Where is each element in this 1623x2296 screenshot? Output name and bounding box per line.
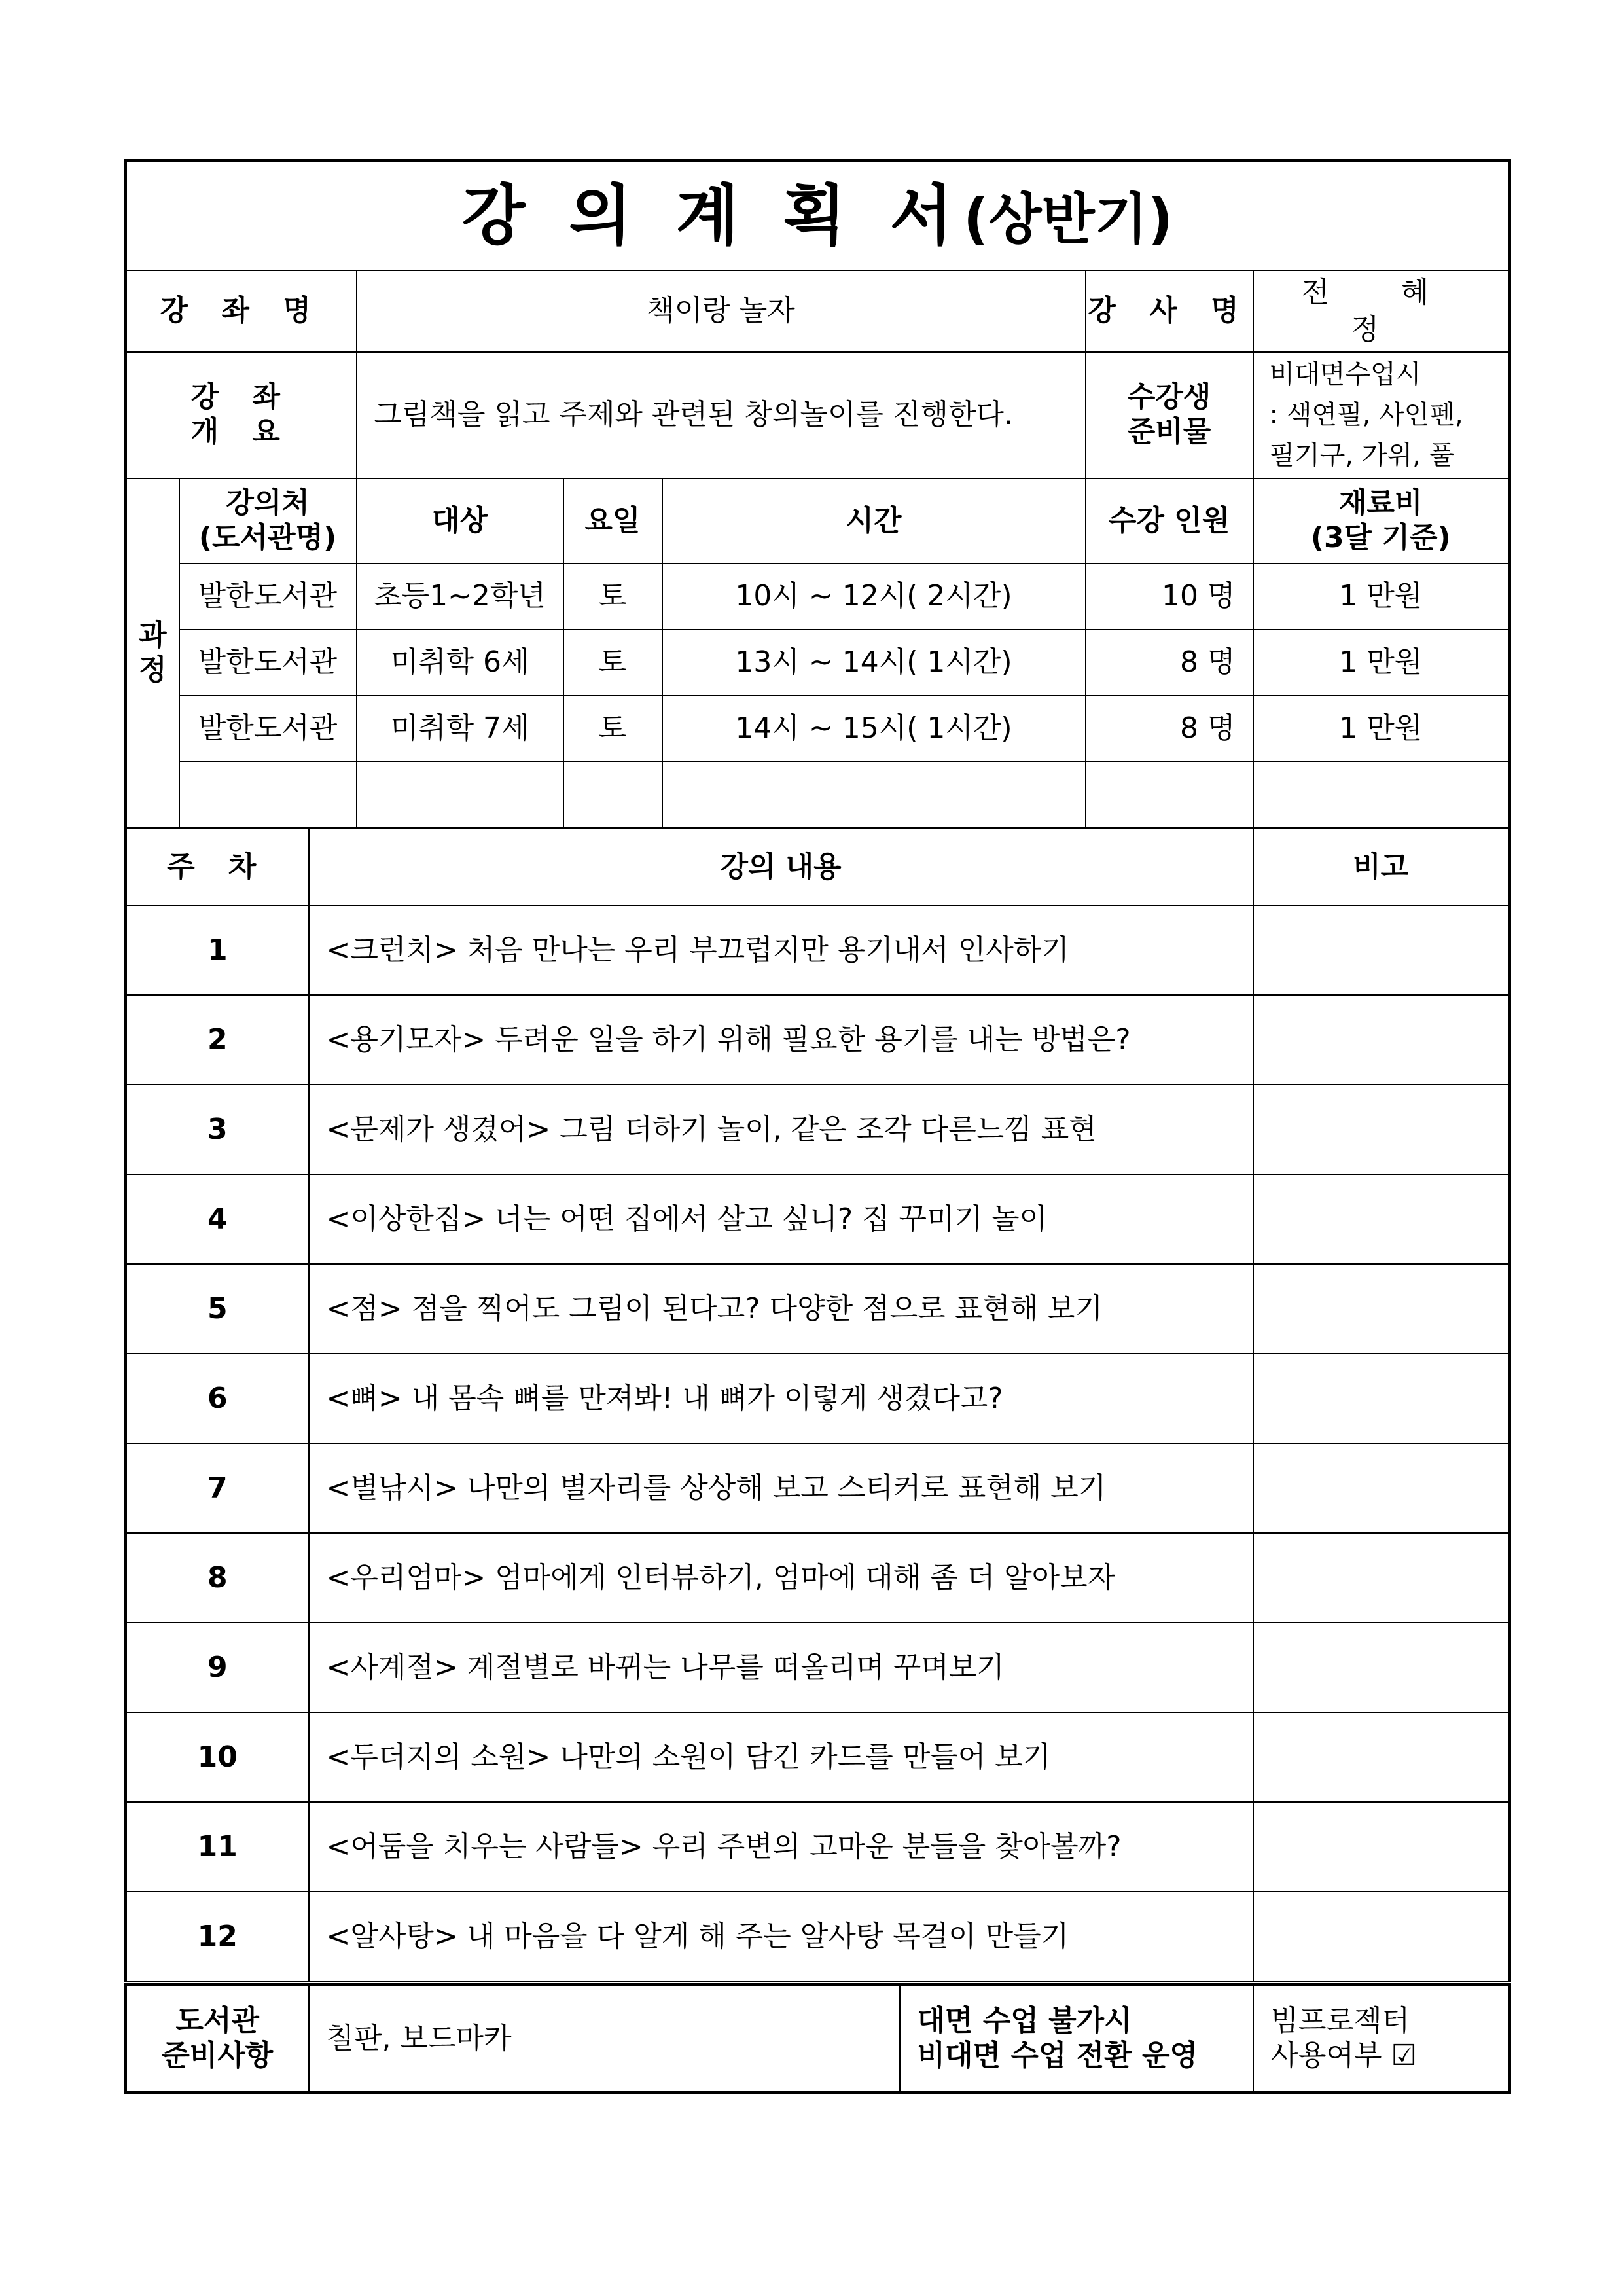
overview-value: 그림책을 읽고 주제와 관련된 창의놀이를 진행한다.: [357, 352, 1086, 478]
course-name-value: 책이랑 놀자: [357, 270, 1086, 352]
week-content: <어둠을 치우는 사람들> 우리 주변의 고마운 분들을 찾아볼까?: [309, 1802, 1253, 1892]
week-note: [1253, 905, 1510, 995]
venue-header: 강의처 (도서관명): [179, 478, 357, 564]
week-number: 12: [126, 1892, 309, 1981]
week-number: 9: [126, 1623, 309, 1712]
target-cell: 미취학 7세: [357, 696, 563, 762]
week-note: [1253, 1533, 1510, 1623]
library-prep-label: 도서관 준비사항: [126, 1985, 309, 2093]
fee-cell: 1 만원: [1253, 564, 1510, 630]
week-note: [1253, 1712, 1510, 1802]
capacity-cell: 10 명: [1086, 564, 1253, 630]
week-number: 10: [126, 1712, 309, 1802]
note-header: 비고: [1253, 829, 1510, 905]
week-row: [126, 1802, 1510, 1892]
target-cell: [357, 762, 563, 828]
week-number: 7: [126, 1443, 309, 1533]
week-content: <크런치> 처음 만나는 우리 부끄럽지만 용기내서 인사하기: [309, 905, 1253, 995]
instructor-label: 강 사 명: [1086, 270, 1253, 352]
week-number: 8: [126, 1533, 309, 1623]
content-header: 강의 내용: [309, 829, 1253, 905]
capacity-header: 수강 인원: [1086, 478, 1253, 564]
week-number: 2: [126, 995, 309, 1085]
overview-label: 강 좌 개 요: [126, 352, 357, 478]
week-content: <문제가 생겼어> 그림 더하기 놀이, 같은 조각 다른느낌 표현: [309, 1085, 1253, 1174]
capacity-cell: [1086, 762, 1253, 828]
week-content: <사계절> 계절별로 바뀌는 나무를 떠올리며 꾸며보기: [309, 1623, 1253, 1712]
week-note: [1253, 995, 1510, 1085]
week-content: <우리엄마> 엄마에게 인터뷰하기, 엄마에 대해 좀 더 알아보자: [309, 1533, 1253, 1623]
day-cell: 토: [563, 696, 662, 762]
week-note: [1253, 1443, 1510, 1533]
document-title: 강 의 계 획 서(상반기): [126, 161, 1510, 270]
week-row: [126, 995, 1510, 1085]
capacity-cell: 8 명: [1086, 696, 1253, 762]
week-row: [126, 1533, 1510, 1623]
week-row: [126, 1354, 1510, 1443]
process-side-label: 과 정: [126, 478, 179, 828]
week-row: [126, 1892, 1510, 1981]
week-number: 4: [126, 1174, 309, 1264]
supplies-value: 비대면수업시 : 색연필, 사인펜, 필기구, 가위, 풀: [1253, 352, 1510, 478]
library-prep-value: 칠판, 보드마카: [309, 1985, 900, 2093]
target-cell: 초등1~2학년: [357, 564, 563, 630]
week-number: 1: [126, 905, 309, 995]
week-content: <점> 점을 찍어도 그림이 된다고? 다양한 점으로 표현해 보기: [309, 1264, 1253, 1354]
week-number: 5: [126, 1264, 309, 1354]
venue-cell: 발한도서관: [179, 630, 357, 696]
week-number: 3: [126, 1085, 309, 1174]
week-header: 주 차: [126, 829, 309, 905]
week-note: [1253, 1892, 1510, 1981]
week-note: [1253, 1085, 1510, 1174]
process-row: [126, 630, 1510, 696]
week-number: 11: [126, 1802, 309, 1892]
capacity-cell: 8 명: [1086, 630, 1253, 696]
time-cell: 10시 ~ 12시( 2시간): [662, 564, 1086, 630]
day-header: 요일: [563, 478, 662, 564]
online-switch-label: 대면 수업 불가시 비대면 수업 전환 운영: [900, 1985, 1253, 2093]
week-note: [1253, 1354, 1510, 1443]
beam-projector-usage: 빔프로젝터 사용여부 ☑: [1253, 1985, 1510, 2093]
day-cell: 토: [563, 630, 662, 696]
week-number: 6: [126, 1354, 309, 1443]
week-content: <알사탕> 내 마음을 다 알게 해 주는 알사탕 목걸이 만들기: [309, 1892, 1253, 1981]
week-note: [1253, 1264, 1510, 1354]
time-cell: 14시 ~ 15시( 1시간): [662, 696, 1086, 762]
weekly-plan-table: [124, 828, 1511, 1982]
process-row: [126, 564, 1510, 630]
venue-cell: 발한도서관: [179, 564, 357, 630]
day-cell: [563, 762, 662, 828]
instructor-value: 전 혜 정: [1253, 270, 1510, 352]
week-row: [126, 1623, 1510, 1712]
time-cell: 13시 ~ 14시( 1시간): [662, 630, 1086, 696]
day-cell: 토: [563, 564, 662, 630]
week-row: [126, 1174, 1510, 1264]
footer-table: [124, 1983, 1511, 2094]
week-row: [126, 1085, 1510, 1174]
process-row-empty: [126, 762, 1510, 828]
week-row: [126, 905, 1510, 995]
plan-header-table: [124, 159, 1511, 829]
venue-cell: 발한도서관: [179, 696, 357, 762]
fee-header: 재료비 (3달 기준): [1253, 478, 1510, 564]
course-name-label: 강 좌 명: [126, 270, 357, 352]
week-row: [126, 1443, 1510, 1533]
fee-cell: 1 만원: [1253, 696, 1510, 762]
fee-cell: 1 만원: [1253, 630, 1510, 696]
week-content: <두더지의 소원> 나만의 소원이 담긴 카드를 만들어 보기: [309, 1712, 1253, 1802]
time-header: 시간: [662, 478, 1086, 564]
target-header: 대상: [357, 478, 563, 564]
week-content: <별낚시> 나만의 별자리를 상상해 보고 스티커로 표현해 보기: [309, 1443, 1253, 1533]
week-row: [126, 1264, 1510, 1354]
fee-cell: [1253, 762, 1510, 828]
week-note: [1253, 1174, 1510, 1264]
week-content: <용기모자> 두려운 일을 하기 위해 필요한 용기를 내는 방법은?: [309, 995, 1253, 1085]
week-note: [1253, 1623, 1510, 1712]
week-note: [1253, 1802, 1510, 1892]
week-content: <이상한집> 너는 어떤 집에서 살고 싶니? 집 꾸미기 놀이: [309, 1174, 1253, 1264]
week-row: [126, 1712, 1510, 1802]
week-content: <뼈> 내 몸속 뼈를 만져봐! 내 뼈가 이렇게 생겼다고?: [309, 1354, 1253, 1443]
venue-cell: [179, 762, 357, 828]
time-cell: [662, 762, 1086, 828]
supplies-label: 수강생 준비물: [1086, 352, 1253, 478]
process-row: [126, 696, 1510, 762]
target-cell: 미취학 6세: [357, 630, 563, 696]
